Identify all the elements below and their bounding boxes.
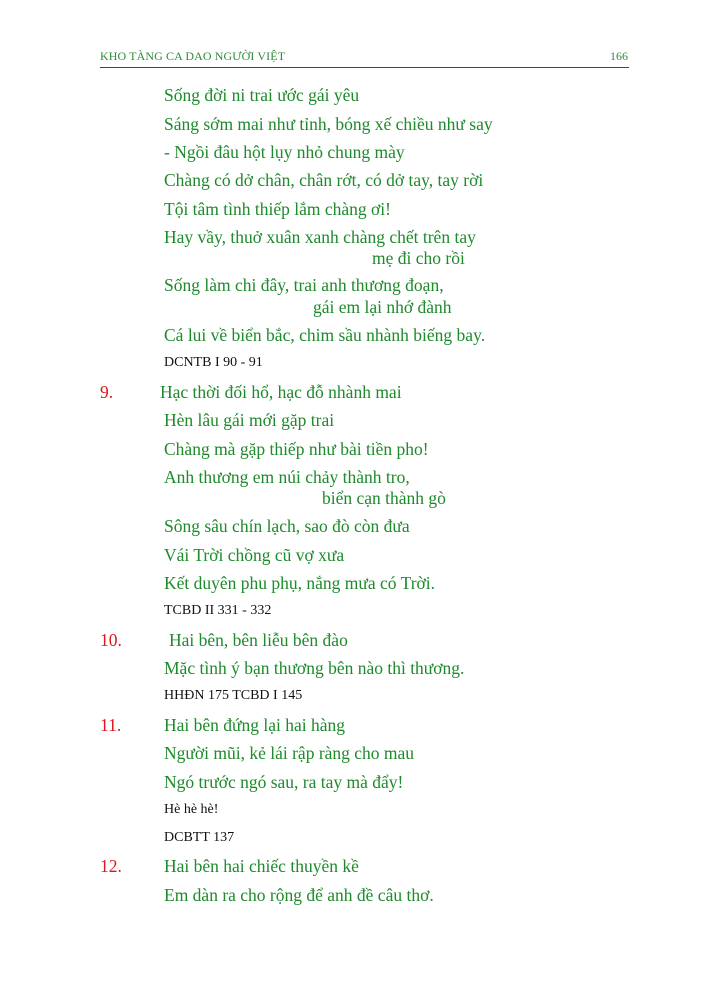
verse-line: Sống đời ni trai ước gái yêu — [164, 85, 360, 105]
verse-line: Kết duyên phu phụ, nắng mưa có Trời. — [164, 573, 436, 593]
poem-number: 11. — [100, 715, 122, 735]
verse-line: Ngó trước ngó sau, ra tay mà đẩy! — [164, 772, 404, 792]
poem-number: 10. — [100, 630, 122, 650]
verse-line: Hai bên hai chiếc thuyền kề — [164, 856, 359, 876]
verse-line: Hay vầy, thuở xuân xanh chàng chết trên tay — [164, 227, 476, 247]
source-citation: DCBTT 137 — [164, 830, 235, 845]
poem-number: 9. — [100, 382, 114, 402]
verse-line: Anh thương em núi chảy thành tro, — [164, 467, 410, 487]
source-citation: DCNTB I 90 - 91 — [164, 355, 263, 370]
verse-line: Chàng có dở chân, chân rớt, có dở tay, tay rời — [164, 170, 484, 190]
verse-line: Hai bên đứng lại hai hàng — [164, 715, 346, 735]
running-header-title: KHO TÀNG CA DAO NGƯỜI VIỆT — [100, 49, 286, 63]
verse-line: Hèn lâu gái mới gặp trai — [164, 410, 335, 430]
verse-line: Sống làm chi đây, trai anh thương đoạn, — [164, 275, 444, 295]
verse-line: Sông sâu chín lạch, sao đò còn đưa — [164, 516, 410, 536]
verse-line-continuation: biển cạn thành gò — [322, 488, 446, 508]
verse-line: Hè hè hè! — [164, 802, 219, 817]
header-divider — [100, 67, 629, 68]
verse-line: Hạc thời đối hổ, hạc đỗ nhành mai — [160, 382, 402, 402]
verse-line: Em dàn ra cho rộng để anh đề câu thơ. — [164, 885, 434, 905]
verse-line: Sáng sớm mai như tỉnh, bóng xế chiều như say — [164, 114, 493, 134]
source-citation: HHĐN 175 TCBD I 145 — [164, 688, 303, 703]
verse-line: Vái Trời chồng cũ vợ xưa — [164, 545, 345, 565]
verse-line: Người mũi, kẻ lái rập ràng cho mau — [164, 743, 415, 763]
verse-line: Mặc tình ý bạn thương bên nào thì thương. — [164, 658, 465, 678]
verse-line-continuation: mẹ đi cho rồi — [372, 248, 465, 268]
source-citation: TCBD II 331 - 332 — [164, 603, 272, 618]
verse-line-continuation: gái em lại nhớ đành — [313, 297, 452, 317]
verse-line: Hai bên, bên liễu bên đào — [169, 630, 348, 650]
verse-line: - Ngồi đâu hột lụy nhỏ chung mày — [164, 142, 405, 162]
poem-number: 12. — [100, 856, 122, 876]
verse-line: Chàng mà gặp thiếp như bài tiền pho! — [164, 439, 429, 459]
page-number: 166 — [610, 49, 628, 63]
verse-line: Cá lui về biển bắc, chim sầu nhành biếng bay. — [164, 325, 486, 345]
verse-line: Tội tâm tình thiếp lắm chàng ơi! — [164, 199, 391, 219]
